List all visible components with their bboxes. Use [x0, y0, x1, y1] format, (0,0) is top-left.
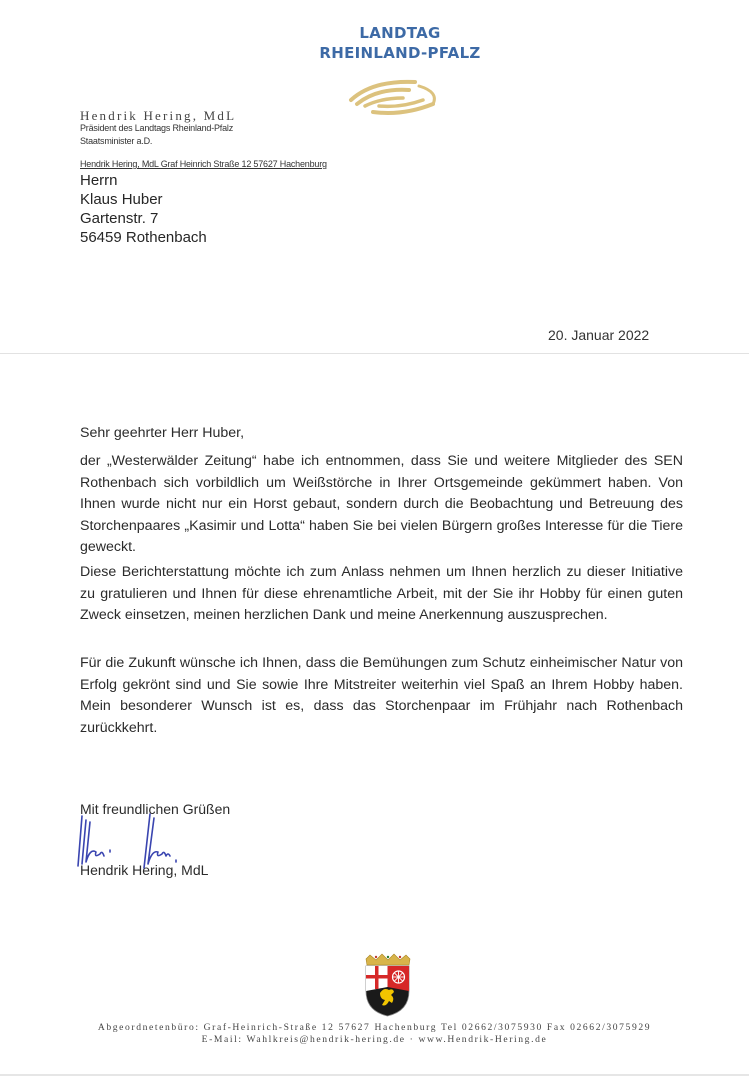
letter-paragraph: der „Westerwälder Zeitung“ habe ich entnommen, dass Sie und weitere Mitglieder des SEN Rothenbach sich vorbildlich um Weißstörche in Ihrer Ortsgemeinde gekümmert haben. Von Ihnen wurde nicht nur ein Horst gebaut, sondern durch die Beobachtung und Betreuung des Storchenpaares „Kasimir und Lotta“ haben Sie bei vielen Bürgern großes Interesse für die Tiere geweckt.	[80, 453, 683, 556]
sender-title: Präsident des Landtags Rheinland-Pfalz	[80, 123, 234, 133]
footer-contact: E-Mail: Wahlkreis@hendrik-hering.de · www.Hendrik-Hering.de	[201, 1034, 548, 1045]
recipient-salutation-line: Herrn	[80, 172, 118, 189]
letterhead-org-line1: LANDTAG	[359, 24, 441, 42]
return-address: Hendrik Hering, MdL Graf Heinrich Straße 12 57627 Hachenburg	[80, 159, 327, 169]
rhineland-palatinate-coat-of-arms-icon	[360, 953, 415, 1018]
recipient-city: 56459 Rothenbach	[80, 229, 207, 246]
letterhead-org-line2: RHEINLAND-PFALZ	[319, 44, 481, 62]
footer-office-address: Abgeordnetenbüro: Graf-Heinrich-Straße 12 57627 Hachenburg Tel 02662/3075930 Fax 02662/3075929	[97, 1022, 652, 1033]
recipient-name: Klaus Huber	[80, 191, 163, 208]
signer-name: Hendrik Hering, MdL	[80, 862, 209, 878]
recipient-street: Gartenstr. 7	[80, 210, 159, 227]
sender-name: Hendrik Hering, MdL	[80, 108, 237, 123]
letter-closing: Mit freundlichen Grüßen	[80, 801, 231, 817]
letter-date: 20. Januar 2022	[548, 327, 650, 343]
fold-line	[0, 353, 749, 354]
letter-salutation: Sehr geehrter Herr Huber,	[80, 425, 245, 441]
letter-paragraph: Für die Zukunft wünsche ich Ihnen, dass die Bemühungen zum Schutz einheimischer Natur von Erfolg gekrönt sind und Sie sowie Ihre Mitstreiter weiterhin viel Spaß an Ihrem Hobby haben. Mein besonderer Wunsch ist es, dass das Storchenpaar im Frühjahr nach Rothenbach zurückkehrt.	[80, 655, 683, 736]
parliament-arcs-icon	[343, 74, 443, 118]
letter-paragraph: Diese Berichterstattung möchte ich zum Anlass nehmen um Ihnen herzlich zu dieser Initiative zu gratulieren und Ihnen für diese ehrenamtliche Arbeit, mit der Sie ihr Hobby für einen guten Zweck einsetzen, meinen herzlichen Dank und meine Anerkennung auszusprechen.	[80, 564, 683, 624]
sender-role: Staatsminister a.D.	[80, 136, 153, 146]
handwritten-signature-icon	[72, 812, 192, 872]
page-edge	[0, 1074, 749, 1076]
